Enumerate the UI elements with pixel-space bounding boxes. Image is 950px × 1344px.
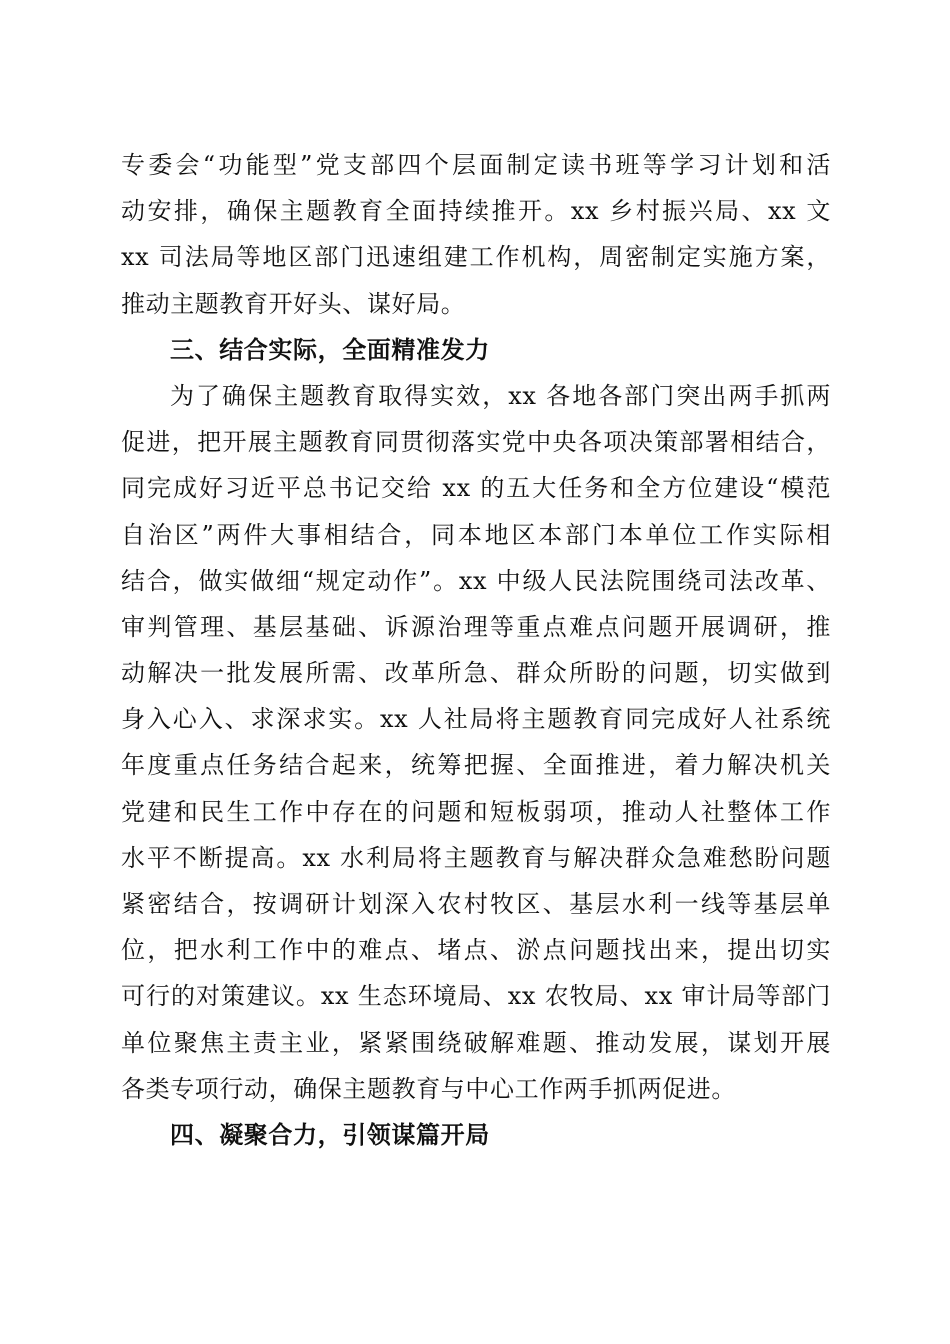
paragraph-line: 结合，做实做细“规定动作”。xx 中级人民法院围绕司法改革、: [121, 566, 831, 595]
paragraph-line: 位，把水利工作中的难点、堵点、淤点问题找出来，提出切实: [121, 936, 831, 965]
paragraph-line: 推动主题教育开好头、谋好局。: [121, 289, 466, 318]
paragraph-line: 动解决一批发展所需、改革所急、群众所盼的问题，切实做到: [121, 659, 831, 688]
paragraph-line: 可行的对策建议。xx 生态环境局、xx 农牧局、xx 审计局等部门: [121, 982, 831, 1011]
section-heading-4: 四、凝聚合力，引领谋篇开局: [170, 1120, 490, 1149]
paragraph-line: 各类专项行动，确保主题教育与中心工作两手抓两促进。: [121, 1074, 736, 1103]
section-heading-3: 三、结合实际，全面精准发力: [170, 335, 490, 364]
paragraph-line: 水平不断提高。xx 水利局将主题教育与解决群众急难愁盼问题: [121, 843, 831, 872]
document-body: [121, 142, 831, 1158]
paragraph-line: xx 司法局等地区部门迅速组建工作机构，周密制定实施方案，: [121, 243, 831, 272]
paragraph-line: 年度重点任务结合起来，统筹把握、全面推进，着力解决机关: [121, 751, 831, 780]
paragraph-line: 党建和民生工作中存在的问题和短板弱项，推动人社整体工作: [121, 797, 831, 826]
paragraph-line: 紧密结合，按调研计划深入农村牧区、基层水利一线等基层单: [121, 890, 831, 918]
paragraph-line: 促进，把开展主题教育同贯彻落实党中央各项决策部署相结合，: [121, 428, 831, 457]
paragraph-line: 为了确保主题教育取得实效，xx 各地各部门突出两手抓两: [170, 381, 831, 410]
paragraph-line: 自治区”两件大事相结合，同本地区本部门本单位工作实际相: [121, 520, 831, 549]
paragraph-line: 同完成好习近平总书记交给 xx 的五大任务和全方位建设“模范: [121, 474, 831, 503]
paragraph-line: 审判管理、基层基础、诉源治理等重点难点问题开展调研，推: [121, 612, 831, 641]
paragraph-line: 身入心入、求深求实。xx 人社局将主题教育同完成好人社系统: [121, 705, 831, 734]
paragraph-line: 动安排，确保主题教育全面持续推开。xx 乡村振兴局、xx 文: [121, 197, 831, 226]
paragraph-line: 单位聚焦主责主业，紧紧围绕破解难题、推动发展，谋划开展: [121, 1028, 831, 1057]
paragraph-line: 专委会“功能型”党支部四个层面制定读书班等学习计划和活: [121, 151, 831, 179]
